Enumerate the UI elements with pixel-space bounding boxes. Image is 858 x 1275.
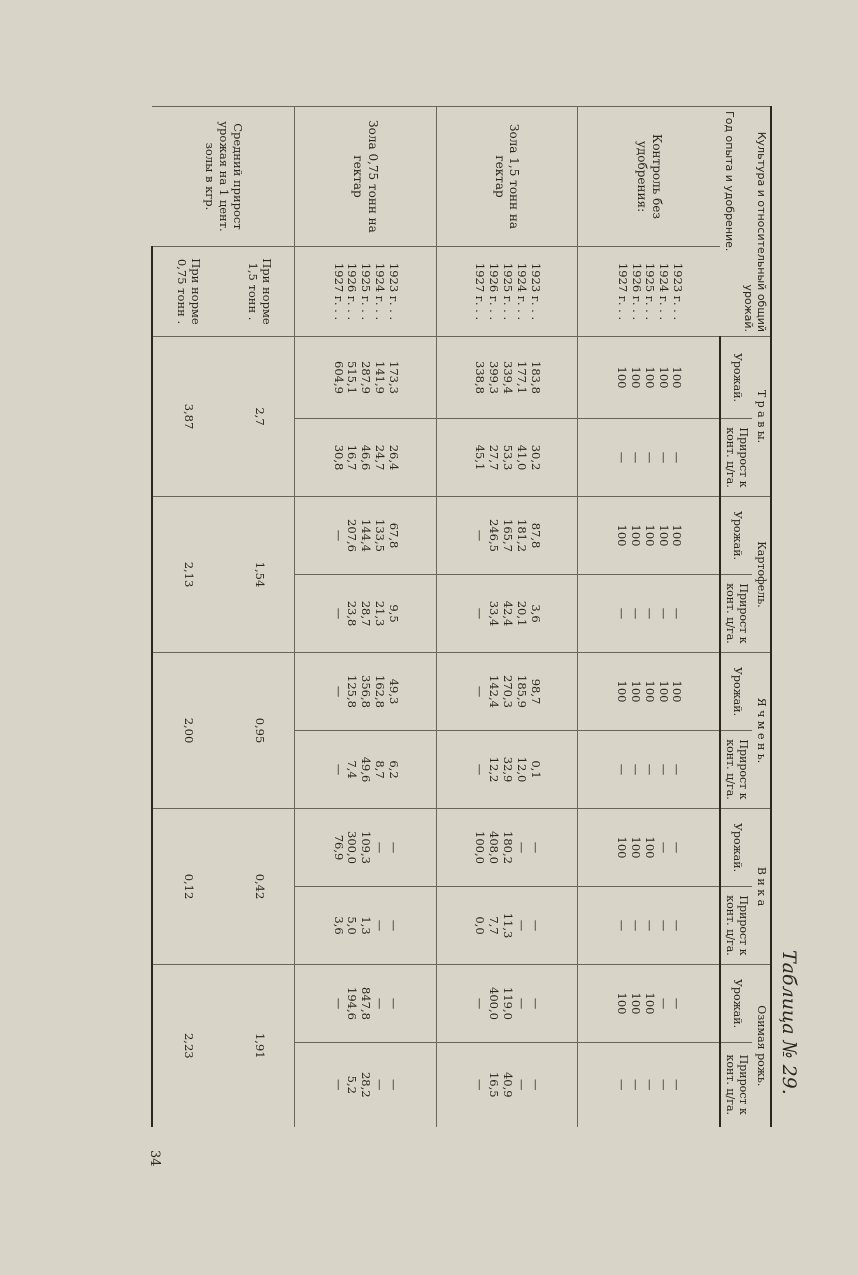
table-cell: — — — — — bbox=[578, 575, 721, 653]
table-cell: 98,7 185,9 270,3 142,4 — bbox=[436, 653, 578, 731]
table-cell: — — 40,9 16,5 — bbox=[436, 1043, 578, 1127]
table-cell: 0,1 12,0 32,9 12,2 — bbox=[436, 731, 578, 809]
average-value: 0,95 bbox=[224, 653, 295, 809]
table-cell: — — 28,2 5,2 — bbox=[295, 1043, 437, 1127]
table-cell: — — 100 100 100 bbox=[578, 965, 721, 1043]
table-cell: 100 100 100 100 100 bbox=[578, 337, 721, 419]
sub-header-yield: Урожай. bbox=[720, 965, 752, 1043]
table-cell: — — 109,3 300,0 76,9 bbox=[295, 809, 437, 887]
sub-header-gain: Прирост к конт. ц/га. bbox=[720, 1043, 752, 1127]
crop-header: Картофель. bbox=[752, 497, 771, 653]
corner-top: Культура и относительный общий урожай. bbox=[741, 131, 768, 332]
row-years: 1923 г. . . 1924 г. . . 1925 г. . . 1926 г. . . 1927 г. . . bbox=[295, 247, 437, 337]
table-cell: — — — — — bbox=[578, 887, 721, 965]
table-cell: — — 1,3 5,0 3,6 bbox=[295, 887, 437, 965]
table-cell: 9,5 21,3 28,7 23,8 — bbox=[295, 575, 437, 653]
sub-header-gain: Прирост к конт. ц/га. bbox=[720, 575, 752, 653]
table-cell: 87,8 181,2 165,7 246,5 — bbox=[436, 497, 578, 575]
sub-header-gain: Прирост к конт. ц/га. bbox=[720, 419, 752, 497]
row-group-label: Контроль без удобрения: bbox=[578, 107, 721, 247]
table-cell: — — 100 100 100 bbox=[578, 809, 721, 887]
table-title: Таблица № 29. bbox=[778, 950, 800, 1095]
sub-header-gain: Прирост к конт. ц/га. bbox=[720, 731, 752, 809]
table-row bbox=[436, 107, 578, 1127]
crop-header: Т р а в ы. bbox=[752, 337, 771, 497]
table-cell: — — — — — bbox=[578, 419, 721, 497]
table-cell: — — 847,8 194,6 — bbox=[295, 965, 437, 1043]
table-cell: 100 100 100 100 100 bbox=[578, 653, 721, 731]
table-cell: 100 100 100 100 100 bbox=[578, 497, 721, 575]
table-cell: — — 180,2 408,0 100,0 bbox=[436, 809, 578, 887]
average-value: 2,00 bbox=[152, 653, 224, 809]
table-cell: 26,4 24,7 46,6 16,7 30,8 bbox=[295, 419, 437, 497]
average-value: 2,23 bbox=[152, 965, 224, 1127]
table-cell: 30,2 41,0 53,3 27,7 45,1 bbox=[436, 419, 578, 497]
sub-header-gain: Прирост к конт. ц/га. bbox=[720, 887, 752, 965]
table-cell: 6,2 8,7 49,6 7,4 — bbox=[295, 731, 437, 809]
crop-header: Озимая рожь. bbox=[752, 965, 771, 1127]
row-group-label: Зола 1,5 тонн на гектар bbox=[436, 107, 578, 247]
crop-header: В и к а bbox=[752, 809, 771, 965]
table-cell: — — — — — bbox=[578, 731, 721, 809]
yield-table bbox=[151, 106, 772, 1127]
table-cell: 183,8 177,1 339,4 399,3 338,8 bbox=[436, 337, 578, 419]
average-row bbox=[224, 107, 295, 1127]
page-number: 34 bbox=[147, 1150, 162, 1167]
sub-header-yield: Урожай. bbox=[720, 497, 752, 575]
average-value: 0,42 bbox=[224, 809, 295, 965]
table-cell: 49,3 162,8 356,8 125,8 — bbox=[295, 653, 437, 731]
sub-header-yield: Урожай. bbox=[720, 337, 752, 419]
average-value: 1,54 bbox=[224, 497, 295, 653]
average-norm: При норме 1,5 тонн . bbox=[224, 247, 295, 337]
table-cell: — — — — — bbox=[578, 1043, 721, 1127]
table-cell: 173,3 141,9 287,9 515,1 604,9 bbox=[295, 337, 437, 419]
average-value: 1,91 bbox=[224, 965, 295, 1127]
average-value: 0,12 bbox=[152, 809, 224, 965]
average-value: 3,87 bbox=[152, 337, 224, 497]
row-years: 1923 г. . . 1924 г. . . 1925 г. . . 1926 г. . . 1927 г. . . bbox=[436, 247, 578, 337]
table-cell: 3,6 20,1 42,4 33,4 — bbox=[436, 575, 578, 653]
rotated-table bbox=[152, 106, 772, 1126]
corner-bottom: Год опыта и удобрение. bbox=[722, 111, 736, 252]
average-value: 2,7 bbox=[224, 337, 295, 497]
average-row bbox=[152, 107, 224, 1127]
crop-header: Я ч м е н ь. bbox=[752, 653, 771, 809]
sub-header-yield: Урожай. bbox=[720, 653, 752, 731]
row-years: 1923 г. . . 1924 г. . . 1925 г. . . 1926 г. . . 1927 г. . . bbox=[578, 247, 721, 337]
table-row bbox=[578, 107, 721, 1127]
average-value: 2,13 bbox=[152, 497, 224, 653]
table-cell: — — 119,0 400,0 — bbox=[436, 965, 578, 1043]
row-group-label: Зола 0,75 тонн на гектар bbox=[295, 107, 437, 247]
header-corner bbox=[720, 107, 771, 337]
average-norm: При норме 0,75 тонн . bbox=[152, 247, 224, 337]
table-row bbox=[295, 107, 437, 1127]
table-cell: — — 11,3 7,7 0,0 bbox=[436, 887, 578, 965]
average-label: Средний прирост урожая на 1 цент. золы в кгр. bbox=[152, 107, 295, 247]
table-cell: 67,8 133,5 144,4 207,6 — bbox=[295, 497, 437, 575]
sub-header-yield: Урожай. bbox=[720, 809, 752, 887]
